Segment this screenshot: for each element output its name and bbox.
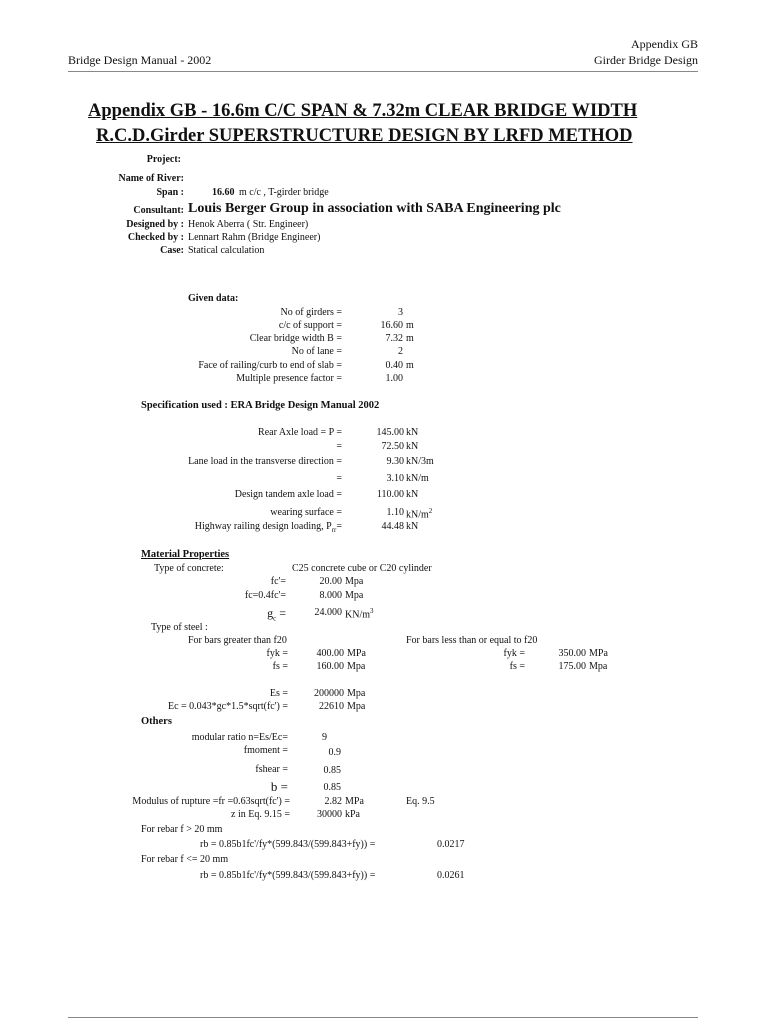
- rb2-label: rb = 0.85b1fc'/fy*(599.843/(599.843+fy)) =: [200, 870, 376, 881]
- gc-label-eq: =: [276, 606, 286, 620]
- gc-value: 24.000: [314, 607, 342, 618]
- gc-unit: [345, 607, 374, 620]
- fs2-unit: Mpa: [589, 661, 608, 672]
- es-value: 200000: [314, 688, 344, 699]
- span-text: m c/c , T-girder bridge: [239, 187, 329, 198]
- given-value-width: 7.32: [385, 333, 403, 344]
- fyk2-value: 350.00: [558, 648, 586, 659]
- case-value: Statical calculation: [188, 245, 265, 256]
- given-label-girders: No of girders =: [280, 307, 342, 318]
- given-label-lanes: No of lane =: [291, 346, 342, 357]
- spec-label-railing-sub: rr: [331, 526, 337, 534]
- fyk2-unit: MPa: [589, 648, 608, 659]
- spec-label-half-axle: =: [336, 441, 342, 452]
- given-unit-railing: m: [406, 360, 414, 371]
- given-value-presence: 1.00: [385, 373, 403, 384]
- gc-label-base: g: [267, 606, 274, 620]
- spec-label-railing: [195, 521, 342, 534]
- given-label-width: Clear bridge width B =: [249, 333, 342, 344]
- given-label-railing: Face of railing/curb to end of slab =: [198, 360, 342, 371]
- consultant-value: Louis Berger Group in association with SABA Engineering plc: [188, 201, 561, 216]
- fmoment-value: 0.9: [328, 747, 341, 758]
- z-unit: kPa: [345, 809, 360, 820]
- header-rule: [68, 71, 698, 72]
- fc-label: fc'=: [270, 576, 286, 587]
- es-label: Es =: [269, 688, 288, 699]
- spec-label-railing-base: Highway railing design loading, P: [194, 521, 332, 532]
- spec-unit-wearing: [406, 507, 432, 520]
- steel-label: Type of steel :: [151, 622, 208, 633]
- spec-unit-rear-axle: kN: [406, 427, 419, 438]
- spec-unit-railing: kN: [406, 521, 419, 532]
- others-heading: Others: [141, 716, 172, 727]
- rb2-value: 0.0261: [437, 870, 465, 881]
- spec-value-half-axle: 72.50: [381, 441, 404, 452]
- case-label: Case:: [160, 245, 184, 256]
- spec-unit-wearing-sup: 2: [428, 507, 433, 515]
- gc-label: [267, 606, 286, 622]
- gc-unit-sup: 3: [370, 607, 374, 615]
- spec-value-lane-load: 9.30: [386, 456, 404, 467]
- checked-value: Lennart Rahm (Bridge Engineer): [188, 232, 321, 243]
- gc-label-sub: c: [273, 614, 277, 623]
- fc04-label: fc=0.4fc'=: [244, 590, 286, 601]
- rupture-unit: MPa: [345, 796, 364, 807]
- fc04-unit: Mpa: [345, 590, 364, 601]
- header-manual: Bridge Design Manual - 2002: [68, 53, 212, 67]
- given-value-cc: 16.60: [380, 320, 403, 331]
- b-label: b =: [270, 779, 288, 794]
- given-unit-cc: m: [406, 320, 414, 331]
- fyk-value: 400.00: [316, 648, 344, 659]
- spec-label-lane-per-m: =: [336, 473, 342, 484]
- footer-rule: [68, 1017, 698, 1018]
- spec-value-wearing: 1.10: [386, 507, 404, 518]
- consultant-label: Consultant:: [133, 205, 184, 216]
- fc-unit: Mpa: [345, 576, 364, 587]
- project-label: Project:: [146, 154, 181, 165]
- given-heading: Given data:: [188, 293, 239, 304]
- given-label-cc: c/c of support =: [278, 320, 342, 331]
- spec-label-rear-axle: Rear Axle load = P =: [258, 427, 342, 438]
- header-appendix: Appendix GB: [631, 37, 698, 51]
- spec-value-railing: 44.48: [381, 521, 404, 532]
- spec-value-lane-per-m: 3.10: [386, 473, 404, 484]
- ec-unit: Mpa: [347, 701, 366, 712]
- given-unit-width: m: [406, 333, 414, 344]
- spec-heading: Specification used : ERA Bridge Design Manual 2002: [141, 400, 380, 411]
- designed-value: Henok Aberra ( Str. Engineer): [188, 219, 309, 230]
- fmoment-label: fmoment =: [243, 745, 288, 756]
- given-label-presence: Multiple presence factor =: [236, 373, 342, 384]
- modular-value: 9: [322, 732, 327, 743]
- designed-label: Designed by :: [126, 219, 184, 230]
- river-label: Name of River:: [118, 173, 184, 184]
- z-label: z in Eq. 9.15 =: [231, 809, 290, 820]
- spec-label-lane-load: Lane load in the transverse direction =: [188, 456, 342, 467]
- ec-label: Ec = 0.043*gc*1.5*sqrt(fc') =: [168, 701, 288, 712]
- header-section: Girder Bridge Design: [594, 53, 698, 67]
- fyk-label: fyk =: [266, 648, 288, 659]
- rebar1-label: For rebar f > 20 mm: [141, 824, 223, 835]
- fs2-value: 175.00: [558, 661, 586, 672]
- fyk2-label: fyk =: [503, 648, 525, 659]
- gc-unit-base: KN/m: [345, 609, 370, 621]
- given-value-lanes: 2: [398, 346, 403, 357]
- fshear-value: 0.85: [323, 765, 341, 776]
- span-label: Span :: [156, 187, 184, 198]
- spec-label-tandem: Design tandem axle load =: [234, 489, 342, 500]
- title-line1: Appendix GB - 16.6m C/C SPAN & 7.32m CLEAR BRIDGE WIDTH: [88, 101, 638, 121]
- rupture-label: Modulus of rupture =fr =0.63sqrt(fc') =: [132, 796, 290, 807]
- spec-label-wearing: wearing surface =: [270, 507, 342, 518]
- spec-unit-lane-load: kN/3m: [406, 456, 434, 467]
- rebar2-label: For rebar f <= 20 mm: [141, 854, 229, 865]
- less-label: For bars less than or equal to f20: [406, 635, 538, 646]
- fs-label: fs =: [272, 661, 288, 672]
- rb1-value: 0.0217: [437, 839, 465, 850]
- rupture-ref: Eq. 9.5: [406, 796, 435, 807]
- spec-label-railing-end: =: [336, 521, 342, 532]
- b-value: 0.85: [323, 782, 341, 793]
- spec-unit-tandem: kN: [406, 489, 419, 500]
- rb1-label: rb = 0.85b1fc'/fy*(599.843/(599.843+fy)) =: [200, 839, 376, 850]
- given-value-girders: 3: [398, 307, 403, 318]
- spec-value-rear-axle: 145.00: [376, 427, 404, 438]
- fc-value: 20.00: [319, 576, 342, 587]
- spec-unit-lane-per-m: kN/m: [406, 473, 429, 484]
- fc04-value: 8.000: [319, 590, 342, 601]
- material-heading: Material Properties: [141, 549, 230, 560]
- concrete-label: Type of concrete:: [154, 563, 224, 574]
- ec-value: 22610: [319, 701, 344, 712]
- given-value-railing: 0.40: [385, 360, 403, 371]
- fs2-label: fs =: [509, 661, 525, 672]
- spec-unit-half-axle: kN: [406, 441, 419, 452]
- fshear-label: fshear =: [255, 764, 288, 775]
- span-value: 16.60: [212, 187, 235, 198]
- concrete-value: C25 concrete cube or C20 cylinder: [292, 563, 432, 574]
- spec-value-tandem: 110.00: [376, 489, 404, 500]
- es-unit: Mpa: [347, 688, 366, 699]
- fs-value: 160.00: [316, 661, 344, 672]
- fyk-unit: MPa: [347, 648, 366, 659]
- modular-label: modular ratio n=Es/Ec=: [191, 732, 288, 743]
- checked-label: Checked by :: [127, 232, 184, 243]
- title-line2: R.C.D.Girder SUPERSTRUCTURE DESIGN BY LRFD METHOD: [96, 126, 633, 146]
- greater-label: For bars greater than f20: [188, 635, 287, 646]
- z-value: 30000: [317, 809, 342, 820]
- fs-unit: Mpa: [347, 661, 366, 672]
- rupture-value: 2.82: [324, 796, 342, 807]
- spec-unit-wearing-base: kN/m: [406, 509, 429, 521]
